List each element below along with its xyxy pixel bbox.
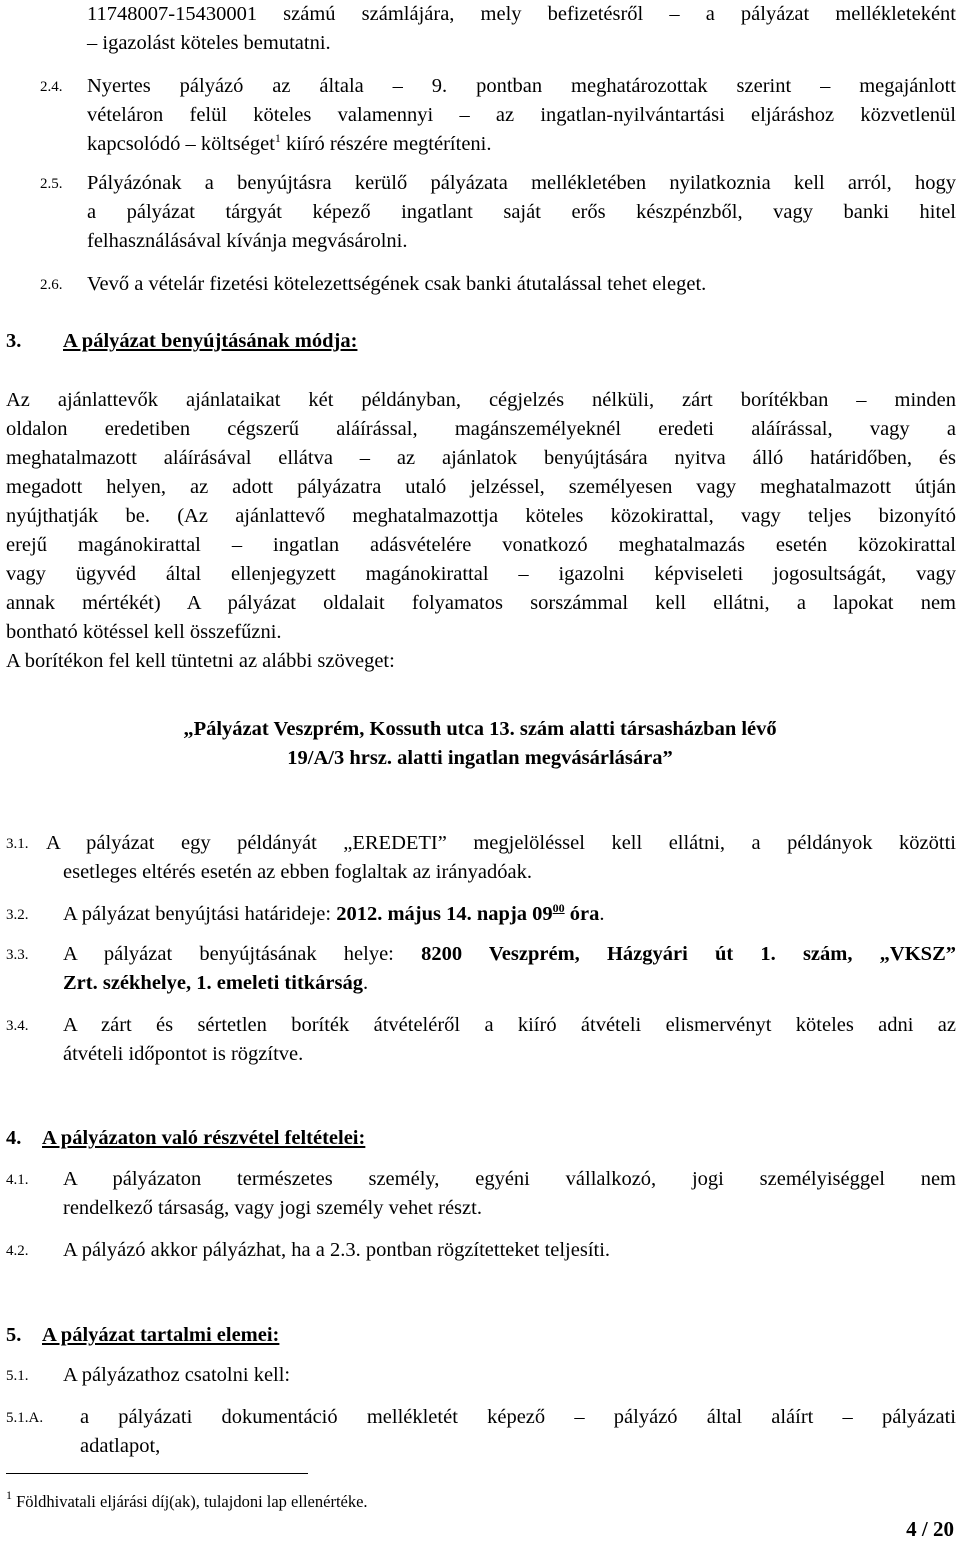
s2-4-line-3 [87,131,492,155]
s3-3-line-1 [63,944,956,965]
s3-body-line-3: meghatalmazott aláírásával ellátva – az ajánlatok benyújtására nyitva álló határidőben, és [6,447,956,469]
s4-1-line-2: rendelkező társaság, vagy jogi személy vehet részt. [63,1197,482,1219]
s2-4-line-3-end: kiíró részére megtéríteni. [280,133,492,155]
s4-2-number: 4.2. [6,1243,29,1259]
s3-3-label: A pályázat benyújtásának helye: [63,943,422,965]
s3-body-line-1: Az ajánlattevők ajánlataikat két példányban, cégjelzés nélküli, zárt borítékban – minden [6,389,956,411]
s2-6-number: 2.6. [40,277,63,293]
s2-3-line-1: 11748007-15430001 számú számlájára, mely befizetésről – a pályázat mellékleteként [87,3,956,25]
s2-4-line-2: vételáron felül köteles valamennyi – az ingatlan-nyilvántartási eljáráshoz közvetlenül [87,104,956,126]
s3-2-number: 3.2. [6,907,29,923]
s3-2-label: A pályázat benyújtási határideje: [63,903,337,925]
s3-number: 3. [6,330,22,352]
s2-3-line-2: – igazolást köteles bemutatni. [87,32,331,54]
envelope-text-line-1: „Pályázat Veszprém, Kossuth utca 13. szám alatti társasházban lévő [183,718,777,740]
s4-1-line-1: A pályázaton természetes személy, egyéni vállalkozó, jogi személyiséggel nem [63,1168,956,1190]
s3-1-number: 3.1. [6,836,29,852]
s3-body-line-2: oldalon eredetiben cégszerű aláírással, magánszemélyeknél eredeti aláírással, vagy a [6,418,956,440]
s3-1-line-2: esetleges eltérés esetén az ebben foglaltak az irányadóak. [63,861,532,883]
submission-address: 8200 Veszprém, Házgyári út 1. szám, „VKSZ” [421,943,956,965]
s3-body-line-7: vagy ügyvéd által ellenjegyzett magánokirattal – igazolni képviseleti jogosultságát, vagy [6,563,956,585]
s3-body-line-8: annak mértékét) A pályázat oldalait folyamatos sorszámmal kell ellátni, a lapokat nem [6,592,956,614]
s2-6-text: Vevő a vételár fizetési kötelezettségének csak banki átutalással tehet eleget. [87,273,707,295]
deadline-date-text: 2012. május 14. napja 09 [336,903,553,925]
s3-body-line-9: bontható kötéssel kell összefűzni. [6,621,282,643]
s3-3-end: . [363,972,369,994]
s2-5-line-1: Pályázónak a benyújtásra kerülő pályázata mellékletében nyilatkoznia kell arról, hogy [87,172,956,194]
s4-2-text: A pályázó akkor pályázhat, ha a 2.3. pontban rögzítetteket teljesíti. [63,1239,611,1261]
s2-4-number: 2.4. [40,79,63,95]
footnote [6,1488,368,1511]
submission-office: Zrt. székhelye, 1. emeleti titkárság [63,972,364,994]
s3-2-text [63,901,605,925]
envelope-text-line-2: 19/A/3 hrsz. alatti ingatlan megvásárlására” [287,747,673,769]
s5-1-text: A pályázathoz csatolni kell: [63,1364,291,1386]
s4-heading: A pályázaton való részvétel feltételei: [42,1127,366,1149]
s3-body-line-5: nyújthatják be. (Az ajánlattevő meghatalmazottja köteles közokirattal, vagy teljes bizonyító [6,505,956,527]
s3-2-end: . [599,903,605,925]
s4-number: 4. [6,1127,22,1149]
s3-3-number: 3.3. [6,947,29,963]
s2-5-line-2: a pályázat tárgyát képező ingatlant saját erős készpénzből, vagy banki hitel [87,201,956,223]
s5-1-number: 5.1. [6,1368,29,1384]
s3-envelope-intro: A borítékon fel kell tüntetni az alábbi szöveget: [6,650,395,672]
s3-body-line-4: megadott helyen, az adott pályázatra utaló jelzéssel, személyesen vagy meghatalmazott útján [6,476,956,498]
s3-3-line-2 [63,973,368,994]
deadline-hour-label: óra [564,903,600,925]
deadline-minutes: 00 [552,901,565,915]
deadline-date [336,903,599,925]
footnote-marker: 1 [6,1488,12,1502]
s4-1-number: 4.1. [6,1172,29,1188]
s3-4-number: 3.4. [6,1018,29,1034]
s2-4-line-1: Nyertes pályázó az általa – 9. pontban meghatározottak szerint – megajánlott [87,75,956,97]
footnote-separator [6,1473,308,1474]
page-number: 4 / 20 [906,1517,954,1541]
s3-body-line-6: erejű magánokirattal – ingatlan adásvételére vonatkozó meghatalmazás esetén közokirattal [6,534,956,556]
footnote-ref: 1 [274,131,281,145]
s5-1a-line-2: adatlapot, [80,1435,161,1457]
s2-4-line-3-text: kapcsolódó – költséget [87,133,275,155]
s5-1a-number: 5.1.A. [6,1410,44,1426]
s3-1-line-1: A pályázat egy példányát „EREDETI” megjelöléssel kell ellátni, a példányok közötti [46,832,956,854]
s3-4-line-2: átvételi időpontot is rögzítve. [63,1043,304,1065]
s3-4-line-1: A zárt és sértetlen boríték átvételéről a kiíró átvételi elismervényt köteles adni az [63,1014,956,1036]
s2-5-number: 2.5. [40,176,63,192]
s2-5-line-3: felhasználásával kívánja megvásárolni. [87,230,408,252]
s5-number: 5. [6,1324,22,1346]
s5-heading: A pályázat tartalmi elemei: [42,1324,280,1346]
s3-heading: A pályázat benyújtásának módja: [63,330,358,352]
s5-1a-line-1: a pályázati dokumentáció mellékletét képező – pályázó által aláírt – pályázati [80,1406,956,1428]
footnote-text: Földhivatali eljárási díj(ak), tulajdoni lap ellenértéke. [12,1492,368,1511]
